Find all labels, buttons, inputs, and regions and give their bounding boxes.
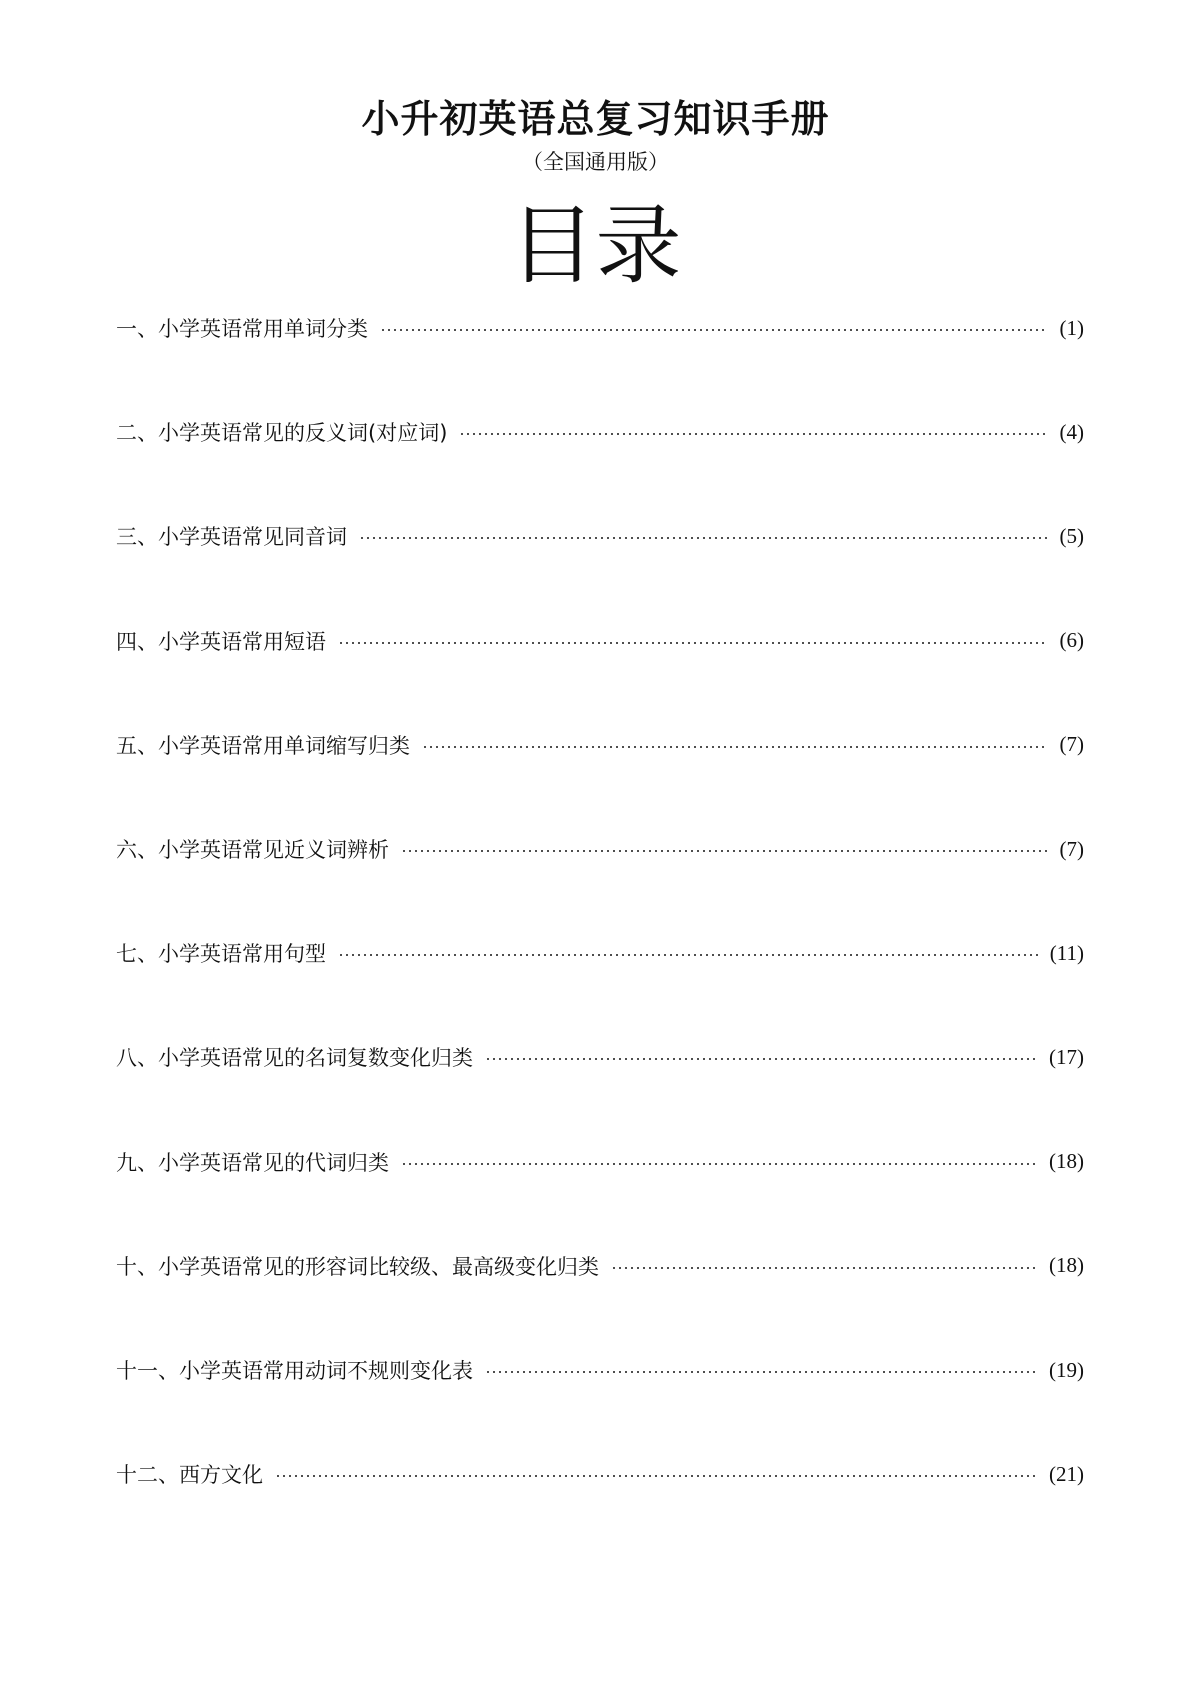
toc-entry-page: (7) — [1059, 836, 1084, 861]
toc-entry-page: (1) — [1059, 315, 1084, 340]
dot-leader — [611, 1267, 1037, 1269]
document-title: 小升初英语总复习知识手册 — [361, 97, 830, 141]
toc-entry-page: (5) — [1059, 523, 1084, 548]
toc-entry-label: 六、小学英语常见近义词辨析 — [116, 838, 389, 862]
dot-leader — [401, 1163, 1037, 1165]
toc-entry-page: (18) — [1049, 1149, 1084, 1174]
dot-leader — [338, 954, 1038, 956]
toc-entry[interactable] — [116, 1459, 1084, 1489]
toc-heading: 目录 — [509, 196, 682, 296]
dot-leader — [359, 537, 1048, 539]
toc-entry-label: 十二、西方文化 — [116, 1463, 263, 1488]
dot-leader — [459, 433, 1047, 435]
toc-entry[interactable] — [116, 626, 1084, 656]
toc-entry-page: (17) — [1049, 1044, 1084, 1069]
toc-entry-page: (21) — [1049, 1461, 1084, 1486]
toc-entry-label: 九、小学英语常见的代词归类 — [116, 1150, 389, 1175]
dot-leader — [275, 1475, 1037, 1477]
toc-entry-page: (18) — [1049, 1253, 1084, 1278]
toc-entry[interactable] — [116, 1042, 1084, 1072]
toc-entry[interactable] — [116, 1355, 1084, 1385]
dot-leader — [401, 850, 1048, 852]
document-subtitle: （全国通用版） — [522, 150, 669, 174]
toc-entry-page: (11) — [1049, 940, 1084, 965]
toc-entry-label: 十一、小学英语常用动词不规则变化表 — [116, 1359, 473, 1383]
toc-entry-label: 五、小学英语常用单词缩写归类 — [116, 733, 410, 758]
dot-leader — [485, 1058, 1037, 1060]
toc-entry-label: 三、小学英语常见同音词 — [116, 525, 347, 550]
toc-entry-label: 四、小学英语常用短语 — [116, 629, 326, 654]
toc-entry[interactable] — [116, 730, 1084, 760]
toc-entry-label: 七、小学英语常用句型 — [116, 942, 326, 967]
toc-entry[interactable] — [116, 834, 1084, 864]
toc-entry-page: (19) — [1049, 1357, 1084, 1382]
dot-leader — [485, 1371, 1037, 1373]
dot-leader — [422, 746, 1048, 748]
dot-leader — [338, 642, 1048, 644]
toc-entry-page: (7) — [1059, 732, 1084, 757]
dot-leader — [380, 329, 1048, 331]
toc-entry[interactable] — [116, 1251, 1084, 1281]
toc-entry-label: 八、小学英语常见的名词复数变化归类 — [116, 1046, 473, 1071]
toc-entry[interactable] — [116, 1147, 1084, 1177]
toc-entry[interactable] — [116, 521, 1084, 551]
toc-entry-label: 二、小学英语常见的反义词(对应词) — [116, 421, 448, 446]
toc-entry-label: 一、小学英语常用单词分类 — [116, 317, 368, 341]
toc-entry-page: (4) — [1059, 419, 1084, 444]
toc-entry[interactable] — [116, 417, 1084, 447]
toc-entry[interactable] — [116, 313, 1084, 343]
toc-entry-page: (6) — [1059, 628, 1084, 653]
toc-entry-label: 十、小学英语常见的形容词比较级、最高级变化归类 — [116, 1254, 599, 1279]
toc-entry[interactable] — [116, 938, 1084, 968]
